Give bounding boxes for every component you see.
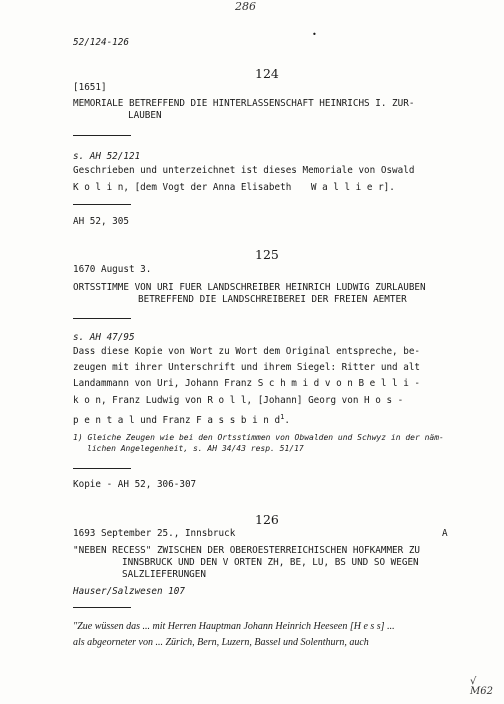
body-text: k o n, Franz Ludwig von R o l l, [Johann] Georg von H o s -	[73, 395, 404, 406]
document-number: 125	[255, 247, 279, 262]
document-date: 1693 September 25., Innsbruck	[73, 528, 236, 539]
source-reference: Hauser/Salzwesen 107	[73, 586, 185, 597]
document-title: MEMORIALE BETREFFEND DIE HINTERLASSENSCHAFT HEINRICHS I. ZUR-	[73, 98, 415, 109]
divider	[73, 318, 131, 319]
document-date: [1651]	[73, 82, 107, 93]
divider	[73, 204, 131, 205]
document-date: 1670 August 3.	[73, 264, 152, 275]
document-number: 126	[255, 512, 279, 527]
document-title-cont: SALZLIEFERUNGEN	[122, 569, 206, 580]
divider	[73, 607, 131, 608]
document-title: "NEBEN RECESS" ZWISCHEN DER OBEROESTERREICHISCHEN HOFKAMMER ZU	[73, 545, 421, 556]
body-text-part: W a l l i e r].	[310, 182, 395, 193]
dot-mark: •	[312, 30, 317, 39]
body-text: Landammann von Uri, Johann Franz S c h m i d v o n B e l l i -	[73, 378, 421, 389]
body-text: Geschrieben und unterzeichnet ist dieses Memoriale von Oswald	[73, 165, 415, 176]
footnote-marker: 1	[280, 413, 285, 421]
body-text-part: p e n t a l und Franz F a s s b i n d	[73, 415, 281, 427]
body-text	[73, 411, 290, 427]
body-text-part: K o l i n, [dem Vogt der Anna Elisabeth	[73, 182, 292, 193]
body-text: zeugen mit ihrer Unterschrift und ihrem Siegel: Ritter und alt	[73, 362, 421, 373]
document-title-cont: BETREFFEND DIE LANDSCHREIBEREI DER FREIEN AEMTER	[138, 294, 407, 305]
handwritten-margin-mark: √ M62	[470, 676, 493, 697]
quoted-text: als abgeorneter von ... Zürich, Bern, Luzern, Bassel und Solenthurn, auch	[73, 637, 369, 648]
document-title: ORTSSTIMME VON URI FUER LANDSCHREIBER HEINRICH LUDWIG ZURLAUBEN	[73, 282, 426, 293]
document-title-cont: LAUBEN	[128, 110, 162, 121]
divider	[73, 468, 131, 469]
handwritten-page-number: 286	[235, 0, 256, 13]
quoted-text: "Zue wüssen das ... mit Herren Hauptman Johann Heinrich Heeseen [H e s s] ...	[73, 621, 395, 632]
reference-range: 52/124-126	[73, 37, 129, 48]
divider	[73, 135, 131, 136]
document-marker: A	[442, 528, 448, 539]
body-text	[73, 182, 395, 194]
document-number: 124	[255, 66, 279, 81]
archive-reference: AH 52, 305	[73, 216, 129, 227]
source-reference: s. AH 47/95	[73, 332, 135, 343]
archive-reference: Kopie - AH 52, 306-307	[73, 479, 197, 490]
document-title-cont: INNSBRUCK UND DEN V ORTEN ZH, BE, LU, BS UND SO WEGEN	[122, 557, 419, 568]
body-text-part: .	[284, 415, 290, 427]
body-text: Dass diese Kopie von Wort zu Wort dem Original entspreche, be-	[73, 346, 421, 357]
footnote-cont: lichen Angelegenheit, s. AH 34/43 resp. 51/17	[87, 444, 304, 453]
source-reference: s. AH 52/121	[73, 151, 141, 162]
footnote: 1) Gleiche Zeugen wie bei den Ortsstimmen von Obwalden und Schwyz in der näm-	[73, 433, 444, 442]
